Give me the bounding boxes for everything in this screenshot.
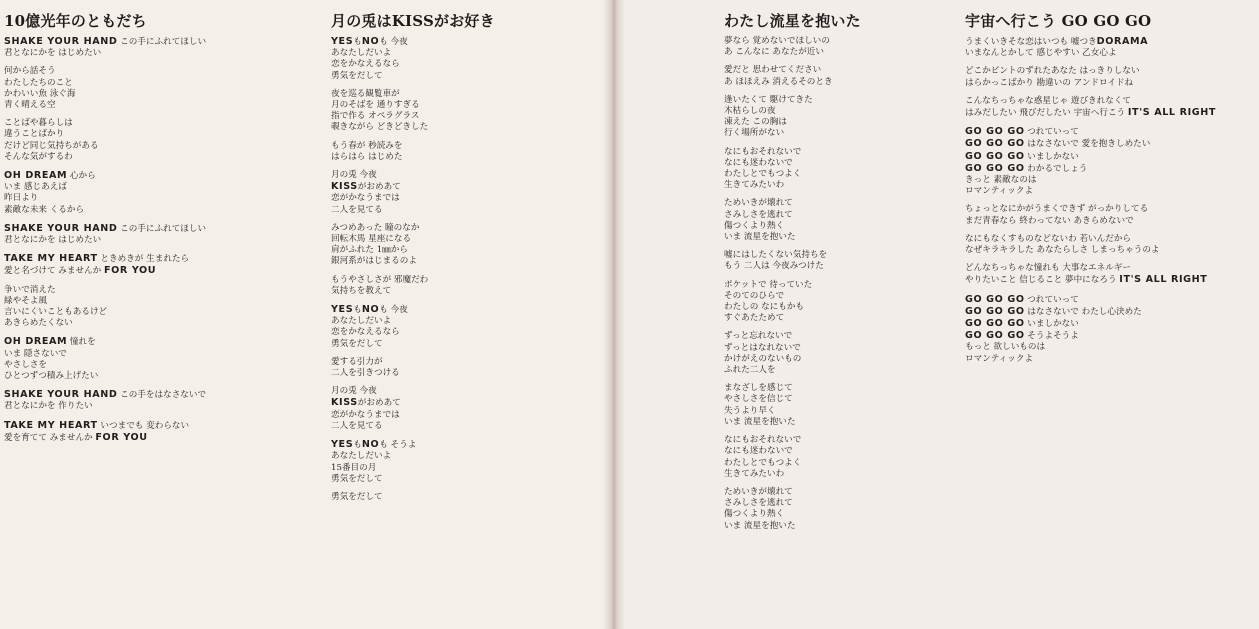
- booklet-fold: [603, 0, 625, 629]
- lyric-line: もっと 欲しいものは: [965, 342, 1046, 353]
- lyric-line: もう 二人は 今夜みつけた: [724, 261, 824, 272]
- lyric-stanza: [4, 36, 294, 59]
- lyric-line: ロマンティックよ: [965, 353, 1034, 364]
- lyric-line: 恋をかなえるなら: [331, 327, 400, 338]
- lyric-line: GO GO GO わかるでしょう: [965, 162, 1088, 174]
- lyric-line: うまくいきそな恋はいつも 嘘つきDORAMA: [965, 36, 1149, 47]
- lyric-stanza: [331, 275, 591, 297]
- lyric-line: わたしたちのこと: [4, 77, 73, 88]
- lyric-line: 君となにかを はじめたい: [4, 235, 102, 246]
- lyric-stanza: [965, 66, 1255, 88]
- lyric-line: いま 流星を抱いた: [724, 416, 796, 427]
- lyric-line: KISSがおめあて: [331, 397, 401, 409]
- lyric-line: 緑やそよ風: [4, 295, 47, 306]
- lyric-line: はみだしたい 飛びだしたい 宇宙へ行こう IT'S ALL RIGHT: [965, 107, 1216, 119]
- lyric-stanza: [724, 36, 944, 58]
- lyric-line: 勇気をだして: [331, 338, 383, 349]
- lyric-line: GO GO GO つれていって: [965, 293, 1079, 305]
- lyric-line: なにもおそれないで: [724, 146, 802, 157]
- lyric-line: やりたいこと 信じること 夢中になろう IT'S ALL RIGHT: [965, 274, 1208, 286]
- lyric-line: 気持ちを教えて: [331, 285, 392, 296]
- lyric-line: GO GO GO そうよそうよ: [965, 330, 1079, 342]
- lyric-stanza: [965, 96, 1255, 119]
- song-column: [4, 10, 294, 451]
- lyric-line: まなざしを感じて: [724, 383, 793, 394]
- lyric-stanza: [965, 36, 1255, 59]
- lyric-line: 肩がふれた 1㎜から: [331, 245, 408, 256]
- lyric-stanza: [965, 234, 1255, 256]
- lyric-line: 覗きながら どきどきした: [331, 122, 429, 133]
- lyric-line: なにもなくすものなどないわ 若いんだから: [965, 233, 1132, 244]
- lyric-line: わたしとでもつよく: [724, 457, 802, 468]
- lyric-line: 月の兎 今夜: [331, 386, 377, 397]
- lyrics-body: [331, 36, 591, 503]
- lyric-stanza: [4, 223, 294, 246]
- lyric-stanza: [331, 223, 591, 268]
- lyric-stanza: [4, 170, 294, 216]
- lyric-line: どこかピントのずれたあなた はっきりしない: [965, 66, 1140, 77]
- lyric-line: だけど同じ気持ちがある: [4, 140, 99, 151]
- lyric-line: 凍えた この胸は: [724, 117, 787, 128]
- lyric-line: 勇気をだして: [331, 473, 383, 484]
- lyric-line: KISSがおめあて: [331, 181, 401, 193]
- lyric-line: 二人を見てる: [331, 420, 383, 431]
- lyric-line: ためいきが壊れて: [724, 486, 793, 497]
- lyric-line: 嘘にはしたくない気持ちを: [724, 250, 828, 261]
- lyric-line: 勇気をだして: [331, 70, 383, 81]
- lyric-line: 傷つくより熱く: [724, 509, 785, 520]
- lyric-line: OH DREAM 心から: [4, 170, 96, 182]
- lyric-line: どんなちっちゃな憧れも 大事なエネルギー: [965, 263, 1132, 274]
- lyric-line: GO GO GO はなさないで 愛を抱きしめたい: [965, 138, 1151, 150]
- lyric-stanza: [724, 435, 944, 480]
- lyric-line: わたしの なにもかも: [724, 302, 805, 313]
- lyric-line: こんなちっちゃな惑星じゃ 遊びきれなくて: [965, 95, 1132, 106]
- lyric-line: かわいい魚 泳ぐ海: [4, 88, 76, 99]
- lyric-line: やさしさを: [4, 359, 47, 370]
- lyric-line: あ ほほえみ 消えるそのとき: [724, 76, 833, 87]
- lyric-line: GO GO GO はなさないで わたし心決めた: [965, 305, 1142, 317]
- lyric-line: やさしさを信じて: [724, 394, 793, 405]
- lyric-stanza: [331, 439, 591, 485]
- lyrics-body: [4, 36, 294, 444]
- lyric-line: なにもおそれないで: [724, 435, 802, 446]
- lyric-stanza: [724, 280, 944, 325]
- lyric-line: 勇気をだして: [331, 491, 383, 502]
- lyric-stanza: [4, 336, 294, 382]
- lyric-line: 木枯らしの夜: [724, 106, 776, 117]
- lyric-line: すぐあたためて: [724, 313, 785, 324]
- lyric-line: あ こんなに あなたが近い: [724, 47, 824, 58]
- lyric-line: あきらめたくない: [4, 318, 73, 329]
- song-title: わたし流星を抱いた: [724, 12, 861, 30]
- lyric-line: GO GO GO つれていって: [965, 126, 1079, 138]
- lyric-line: YESもNOも 今夜: [331, 304, 408, 316]
- lyric-line: 君となにかを はじめたい: [4, 48, 102, 59]
- lyric-line: いま 感じあえば: [4, 182, 67, 193]
- lyric-line: YESもNOも 今夜: [331, 36, 408, 47]
- lyric-line: あなたしだいよ: [331, 451, 392, 462]
- lyric-stanza: [724, 198, 944, 243]
- lyric-line: GO GO GO いましかない: [965, 150, 1079, 162]
- lyric-line: 月のそばを 通りすぎる: [331, 100, 420, 111]
- lyric-stanza: [331, 386, 591, 432]
- lyric-line: 行く場所がない: [724, 128, 785, 139]
- lyric-line: YESもNOも そうよ: [331, 439, 417, 451]
- lyric-line: 銀河系がはじまるのよ: [331, 256, 417, 267]
- lyric-line: きっと 素敵なのは: [965, 175, 1037, 186]
- song-title: 宇宙へ行こう GO GO GO: [965, 12, 1152, 30]
- lyric-line: 昨日より: [4, 193, 39, 204]
- lyric-line: そのてのひらで: [724, 290, 785, 301]
- lyric-line: 違うことばかり: [4, 129, 65, 140]
- lyric-stanza: [965, 204, 1255, 226]
- lyric-stanza: [4, 118, 294, 163]
- lyric-stanza: [331, 36, 591, 82]
- lyrics-body: [965, 36, 1255, 365]
- lyric-line: 指で作る オペラグラス: [331, 111, 420, 122]
- lyric-line: 夜を巡る観覧車が: [331, 88, 400, 99]
- lyric-line: 恋がかなうまでは: [331, 409, 400, 420]
- lyric-stanza: [4, 285, 294, 330]
- song-title: 10億光年のともだち: [4, 12, 147, 30]
- lyric-stanza: [724, 250, 944, 272]
- lyric-line: なぜキラキラした あなたらしさ しまっちゃうのよ: [965, 245, 1160, 256]
- lyric-stanza: [4, 420, 294, 444]
- lyric-stanza: [4, 389, 294, 412]
- lyric-line: 生きてみたいわ: [724, 180, 785, 191]
- lyric-line: OH DREAM 憧れを: [4, 336, 96, 348]
- lyric-line: わたしとでもつよく: [724, 169, 802, 180]
- lyric-line: なにも迷わないで: [724, 157, 793, 168]
- lyric-stanza: [4, 253, 294, 277]
- lyric-line: 愛だと 思わせてください: [724, 65, 822, 76]
- lyric-line: 回転木馬 星座になる: [331, 234, 412, 245]
- lyric-line: TAKE MY HEART いつまでも 変わらない: [4, 419, 190, 431]
- song-column: [724, 10, 944, 539]
- lyric-line: ちょっとなにかがうまくできず がっかりしてる: [965, 204, 1149, 215]
- lyric-stanza: [724, 147, 944, 192]
- lyric-line: あなたしだいよ: [331, 316, 392, 327]
- lyric-stanza: [965, 126, 1255, 197]
- lyrics-body: [724, 36, 944, 532]
- lyric-line: 15番目の月: [331, 462, 377, 473]
- lyric-line: 愛する引力が: [331, 356, 383, 367]
- song-title: 月の兎はKISSがお好き: [331, 12, 495, 30]
- lyric-line: 月の兎 今夜: [331, 170, 377, 181]
- lyric-line: 素敵な未来 くるから: [4, 204, 85, 215]
- lyric-line: 失うより早く: [724, 405, 776, 416]
- lyric-line: ひとつずつ積み上げたい: [4, 371, 99, 382]
- lyric-line: いま 流星を抱いた: [724, 520, 796, 531]
- lyric-line: そんな気がするわ: [4, 151, 73, 162]
- lyric-line: GO GO GO いましかない: [965, 318, 1079, 330]
- lyric-stanza: [331, 170, 591, 216]
- lyric-line: ずっとはなれないで: [724, 342, 801, 353]
- lyric-line: かけがえのないもの: [724, 353, 802, 364]
- lyric-stanza: [724, 95, 944, 140]
- lyric-stanza: [724, 331, 944, 376]
- lyric-line: 二人を引きつける: [331, 368, 400, 379]
- lyric-stanza: [331, 89, 591, 134]
- lyric-line: ためいきが壊れて: [724, 198, 793, 209]
- song-column: [965, 10, 1255, 372]
- lyric-stanza: [4, 66, 294, 111]
- lyric-line: 愛を育てて みませんか FOR YOU: [4, 431, 148, 443]
- lyric-line: みつめあった 瞳のなか: [331, 222, 420, 233]
- lyric-line: 愛と名づけて みませんか FOR YOU: [4, 265, 157, 277]
- lyric-line: もう春が 秒読みを: [331, 140, 403, 151]
- lyric-line: ポケットで 待っていた: [724, 279, 813, 290]
- lyric-stanza: [965, 263, 1255, 286]
- lyric-stanza: [331, 304, 591, 350]
- lyric-line: SHAKE YOUR HAND この手をはなさないで: [4, 389, 207, 401]
- lyric-line: ロマンティックよ: [965, 186, 1034, 197]
- lyric-line: 逢いたくて 駆けてきた: [724, 94, 813, 105]
- lyric-line: SHAKE YOUR HAND この手にふれてほしい: [4, 222, 207, 234]
- lyric-line: はらかっこばかり 勘違いの アンドロイドね: [965, 77, 1134, 88]
- lyric-line: さみしさを逃れて: [724, 498, 793, 509]
- lyric-line: まだ青春なら 終わってない あきらめないで: [965, 215, 1134, 226]
- lyric-stanza: [331, 492, 591, 503]
- lyric-line: 言いにくいこともあるけど: [4, 307, 108, 318]
- lyric-line: 何から話そう: [4, 66, 56, 77]
- song-column: [331, 10, 591, 510]
- lyric-line: いまなんとかして 感じやすい 乙女心よ: [965, 48, 1117, 59]
- lyric-line: ことばや暮らしは: [4, 118, 73, 129]
- lyric-line: はらはら はじめた: [331, 151, 403, 162]
- lyric-line: もうやさしさが 邪魔だわ: [331, 274, 429, 285]
- lyric-line: 夢なら 覚めないでほしいの: [724, 36, 830, 46]
- lyric-line: いま 隠さないで: [4, 348, 67, 359]
- lyric-line: TAKE MY HEART ときめきが 生まれたら: [4, 253, 190, 265]
- lyric-stanza: [331, 141, 591, 163]
- lyric-line: ずっと忘れないで: [724, 331, 793, 342]
- lyric-line: 青く晴える空: [4, 100, 56, 111]
- lyric-line: 恋をかなえるなら: [331, 59, 400, 70]
- lyric-line: あなたしだいよ: [331, 48, 392, 59]
- lyric-line: 君となにかを 作りたい: [4, 401, 93, 412]
- lyric-line: 二人を見てる: [331, 204, 383, 215]
- lyric-line: 生きてみたいわ: [724, 468, 785, 479]
- lyric-stanza: [724, 383, 944, 428]
- lyric-stanza: [724, 487, 944, 532]
- lyric-line: いま 流星を抱いた: [724, 232, 796, 243]
- lyric-line: 争いで消えた: [4, 284, 56, 295]
- lyric-stanza: [965, 294, 1255, 365]
- lyric-line: さみしさを逃れて: [724, 209, 793, 220]
- lyric-line: 傷つくより熱く: [724, 220, 785, 231]
- lyric-line: 恋がかなうまでは: [331, 193, 400, 204]
- lyric-line: ふれた二人を: [724, 365, 776, 376]
- lyric-stanza: [724, 65, 944, 87]
- lyric-stanza: [331, 357, 591, 379]
- lyric-line: なにも迷わないで: [724, 446, 793, 457]
- lyric-line: SHAKE YOUR HAND この手にふれてほしい: [4, 36, 207, 47]
